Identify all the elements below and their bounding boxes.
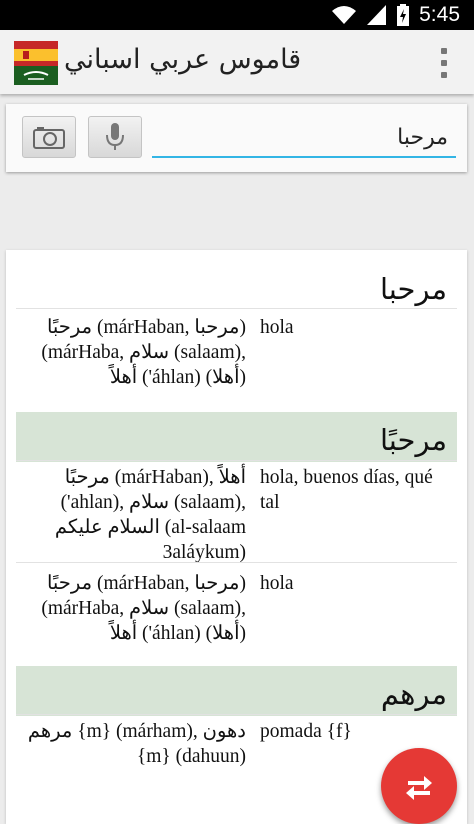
app-bar [0,30,474,94]
camera-button[interactable] [22,116,76,158]
app-logo-icon [14,41,58,85]
spanish-translation: pomada {f} [260,721,352,742]
microphone-icon [105,122,125,152]
status-bar [0,0,474,30]
search-card [6,104,467,172]
wifi-icon [331,4,357,26]
app-title: قاموس عربي اسباني [64,44,302,75]
results-list [6,250,467,824]
battery-icon [397,4,409,26]
group-header: مرهم [16,666,457,716]
spanish-translation: hola, buenos días, qué tal [260,467,433,513]
group-header: مرحبا [379,272,447,306]
swap-language-button[interactable] [381,748,457,824]
voice-search-button[interactable] [88,116,142,158]
arabic-translation: مرحبًا (márHaban), أهلاً ('ahlan), سلام (salaam), السلام عليكم (al-salaam 3aláykum) [54,467,246,563]
camera-icon [33,125,65,149]
arabic-translation: مرحبًا (márHaban, مرحبا) (márHaba, سلام (salaam), أهلاً ('áhlan) (أهلا) [41,573,246,644]
search-input[interactable] [152,118,456,158]
spanish-translation: hola [260,317,294,338]
group-header: مرحبًا [16,412,457,462]
arabic-translation: مرحبًا (márHaban, مرحبا) (márHaba, سلام (salaam), أهلاً ('áhlan) (أهلا) [41,317,246,388]
spanish-translation: hola [260,573,294,594]
signal-icon [367,4,387,26]
status-time: 5:45 [419,3,460,26]
overflow-menu-icon[interactable] [440,48,448,78]
result-row[interactable] [16,562,457,667]
arabic-translation: مرهم {m} (márham), دهون {m} (dahuun) [27,721,246,767]
result-row[interactable] [16,308,457,407]
swap-icon [404,771,434,801]
status-icons [331,3,460,27]
result-row[interactable] [16,460,457,563]
